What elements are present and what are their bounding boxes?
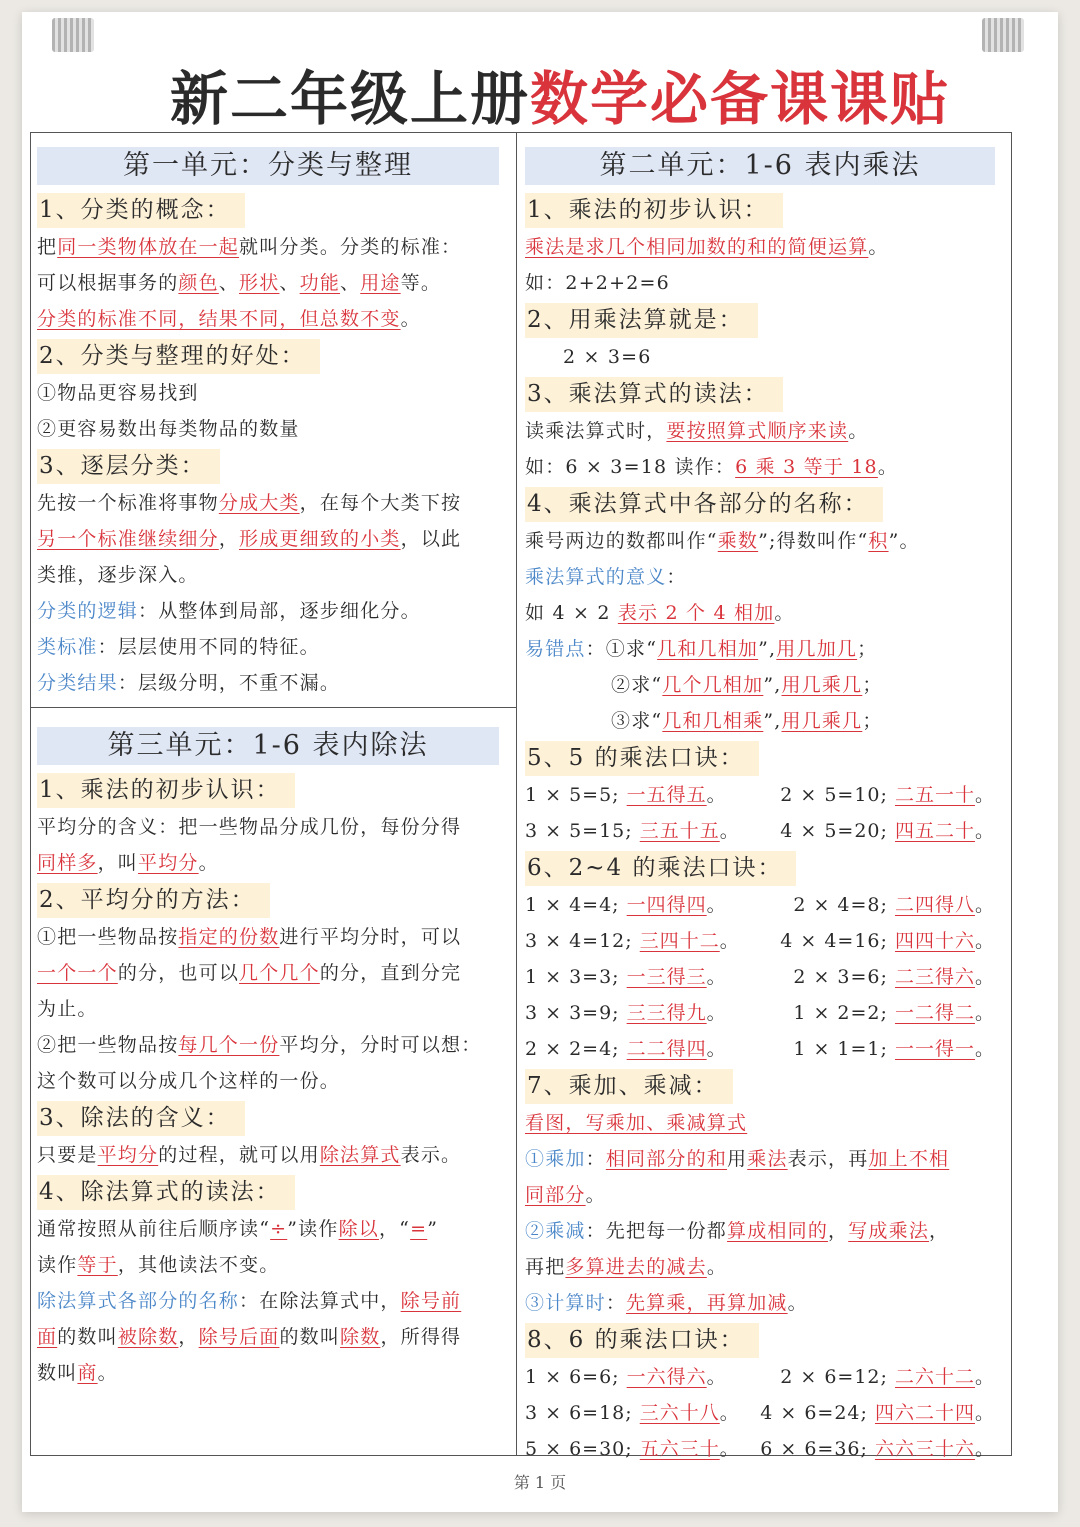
u2-line: 如 4 × 2 表示 2 个 4 相加。	[525, 602, 795, 624]
u1-line: 类标准：层层使用不同的特征。	[37, 636, 320, 658]
unit3-panel	[37, 727, 499, 1391]
u2-line: 易错点：①求“几和几相加”,用几加几；	[525, 638, 878, 660]
binder-clip-left	[52, 18, 94, 52]
u2-line: ③计算时：先算乘，再算加减。	[525, 1292, 808, 1314]
u3-line: 除法算式各部分的名称：在除法算式中，除号前	[37, 1290, 462, 1312]
unit2-header: 第二单元：1-6 表内乘法	[525, 147, 995, 185]
u2-line: 乘法算式的意义：	[525, 566, 687, 588]
u2-line: 读乘法算式时，要按照算式顺序来读。	[525, 420, 869, 442]
u2-line: 看图，写乘加、乘减算式	[525, 1112, 748, 1134]
u3-line: 这个数可以分成几个这样的一份。	[37, 1070, 341, 1092]
u1-line: 分类的逻辑：从整体到局部，逐步细化分。	[37, 600, 421, 622]
u1-section3-heading: 3、逐层分类：	[37, 449, 220, 484]
u2-section4-heading: 4、乘法算式中各部分的名称：	[525, 487, 883, 522]
u2-line: ①乘加：相同部分的和用乘法表示，再加上不相	[525, 1148, 950, 1170]
u3-line: 通常按照从前往后顺序读“÷”读作除以，“=”	[37, 1218, 439, 1240]
table-row: 1 × 3=3; 一三得三。 2 × 3=6; 二三得六。	[525, 966, 995, 988]
u2-line: ②求“几个几相加”,用几乘几；	[611, 674, 883, 696]
u2-section7-heading: 7、乘加、乘减：	[525, 1069, 733, 1104]
page-title	[170, 52, 950, 136]
row-divider	[31, 707, 517, 708]
u3-line: 读作等于，其他读法不变。	[37, 1254, 280, 1276]
u1-line: 先按一个标准将事物分成大类，在每个大类下按	[37, 492, 462, 514]
u3-section4-heading: 4、除法算式的读法：	[37, 1175, 295, 1210]
u2-section5-heading: 5、5 的乘法口诀：	[525, 741, 759, 776]
u3-line: 平均分的含义：把一些物品分成几份，每份分得	[37, 816, 462, 838]
page-number: 第 1 页	[513, 1473, 567, 1492]
u2-section3-heading: 3、乘法算式的读法：	[525, 377, 783, 412]
u2-section1-heading: 1、乘法的初步认识：	[525, 193, 783, 228]
u3-line: 同样多，叫平均分。	[37, 852, 219, 874]
u2-line: 再把多算进去的减去。	[525, 1256, 728, 1278]
u2-line: 如：2+2+2=6	[525, 272, 670, 294]
u2-section6-heading: 6、2~4 的乘法口诀：	[525, 851, 796, 886]
table-row: 3 × 5=15; 三五十五。 4 × 5=20; 四五二十。	[525, 820, 995, 842]
u3-section2-heading: 2、平均分的方法：	[37, 883, 270, 918]
u3-line: 为止。	[37, 998, 98, 1020]
u3-section1-heading: 1、乘法的初步认识：	[37, 773, 295, 808]
u3-line: ①把一些物品按指定的份数进行平均分时，可以	[37, 926, 462, 948]
u3-line: ②把一些物品按每几个一份平均分，分时可以想：	[37, 1034, 482, 1056]
u2-line: ③求“几和几相乘”,用几乘几；	[611, 710, 883, 732]
content-frame	[30, 132, 1012, 1460]
u1-section2-heading: 2、分类与整理的好处：	[37, 339, 320, 374]
u3-line: 只要是平均分的过程，就可以用除法算式表示。	[37, 1144, 462, 1166]
u2-section8-heading: 8、6 的乘法口诀：	[525, 1323, 759, 1358]
column-divider	[516, 133, 517, 1455]
u1-line: 类推，逐步深入。	[37, 564, 199, 586]
u3-line: 面的数叫被除数，除号后面的数叫除数，所得得	[37, 1326, 462, 1348]
table-row: 3 × 3=9; 三三得九。 1 × 2=2; 一二得二。	[525, 1002, 995, 1024]
u3-section3-heading: 3、除法的含义：	[37, 1101, 245, 1136]
unit1-header: 第一单元：分类与整理	[37, 147, 499, 185]
u1-line: ①物品更容易找到	[37, 382, 199, 404]
u2-section2-heading: 2、用乘法算就是：	[525, 303, 758, 338]
u2-line: 如：6 × 3=18 读作：6 乘 3 等于 18。	[525, 456, 899, 478]
unit3-header: 第三单元：1-6 表内除法	[37, 727, 499, 765]
u2-line: 2 × 3=6	[563, 346, 652, 368]
table-row: 3 × 4=12; 三四十二。 4 × 4=16; 四四十六。	[525, 930, 995, 952]
unit2-panel	[525, 147, 995, 1467]
u1-section1-heading: 1、分类的概念：	[37, 193, 245, 228]
table-row: 1 × 5=5; 一五得五。 2 × 5=10; 二五一十。	[525, 784, 995, 806]
table-row: 1 × 6=6; 一六得六。 2 × 6=12; 二六十二。	[525, 1366, 995, 1388]
u2-line: ②乘减：先把每一份都算成相同的，写成乘法，	[525, 1220, 950, 1242]
u1-line: 另一个标准继续细分，形成更细致的小类，以此	[37, 528, 462, 550]
u2-line: 乘号两边的数都叫作“乘数”;得数叫作“积”。	[525, 530, 920, 552]
u1-line: 把同一类物体放在一起就叫分类。分类的标准：	[37, 236, 462, 258]
title-black: 新二年级上册	[170, 65, 531, 133]
u1-line: ②更容易数出每类物品的数量	[37, 418, 300, 440]
table-row: 1 × 4=4; 一四得四。 2 × 4=8; 二四得八。	[525, 894, 995, 916]
u3-line: 数叫商。	[37, 1362, 118, 1384]
binder-clip-right	[982, 18, 1024, 52]
table-row: 5 × 6=30; 五六三十。 6 × 6=36; 六六三十六。	[525, 1438, 995, 1460]
u3-line: 一个一个的分，也可以几个几个的分，直到分完	[37, 962, 462, 984]
u2-line: 同部分。	[525, 1184, 606, 1206]
unit1-panel	[37, 147, 499, 701]
u2-line: 乘法是求几个相同加数的和的简便运算。	[525, 236, 889, 258]
u1-line: 分类的标准不同，结果不同，但总数不变。	[37, 308, 421, 330]
title-red: 数学必备课课贴	[530, 65, 951, 133]
table-row: 2 × 2=4; 二二得四。 1 × 1=1; 一一得一。	[525, 1038, 995, 1060]
u1-line: 可以根据事务的颜色、形状、功能、用途等。	[37, 272, 442, 294]
table-row: 3 × 6=18; 三六十八。 4 × 6=24; 四六二十四。	[525, 1402, 995, 1424]
u1-line: 分类结果：层级分明，不重不漏。	[37, 672, 341, 694]
